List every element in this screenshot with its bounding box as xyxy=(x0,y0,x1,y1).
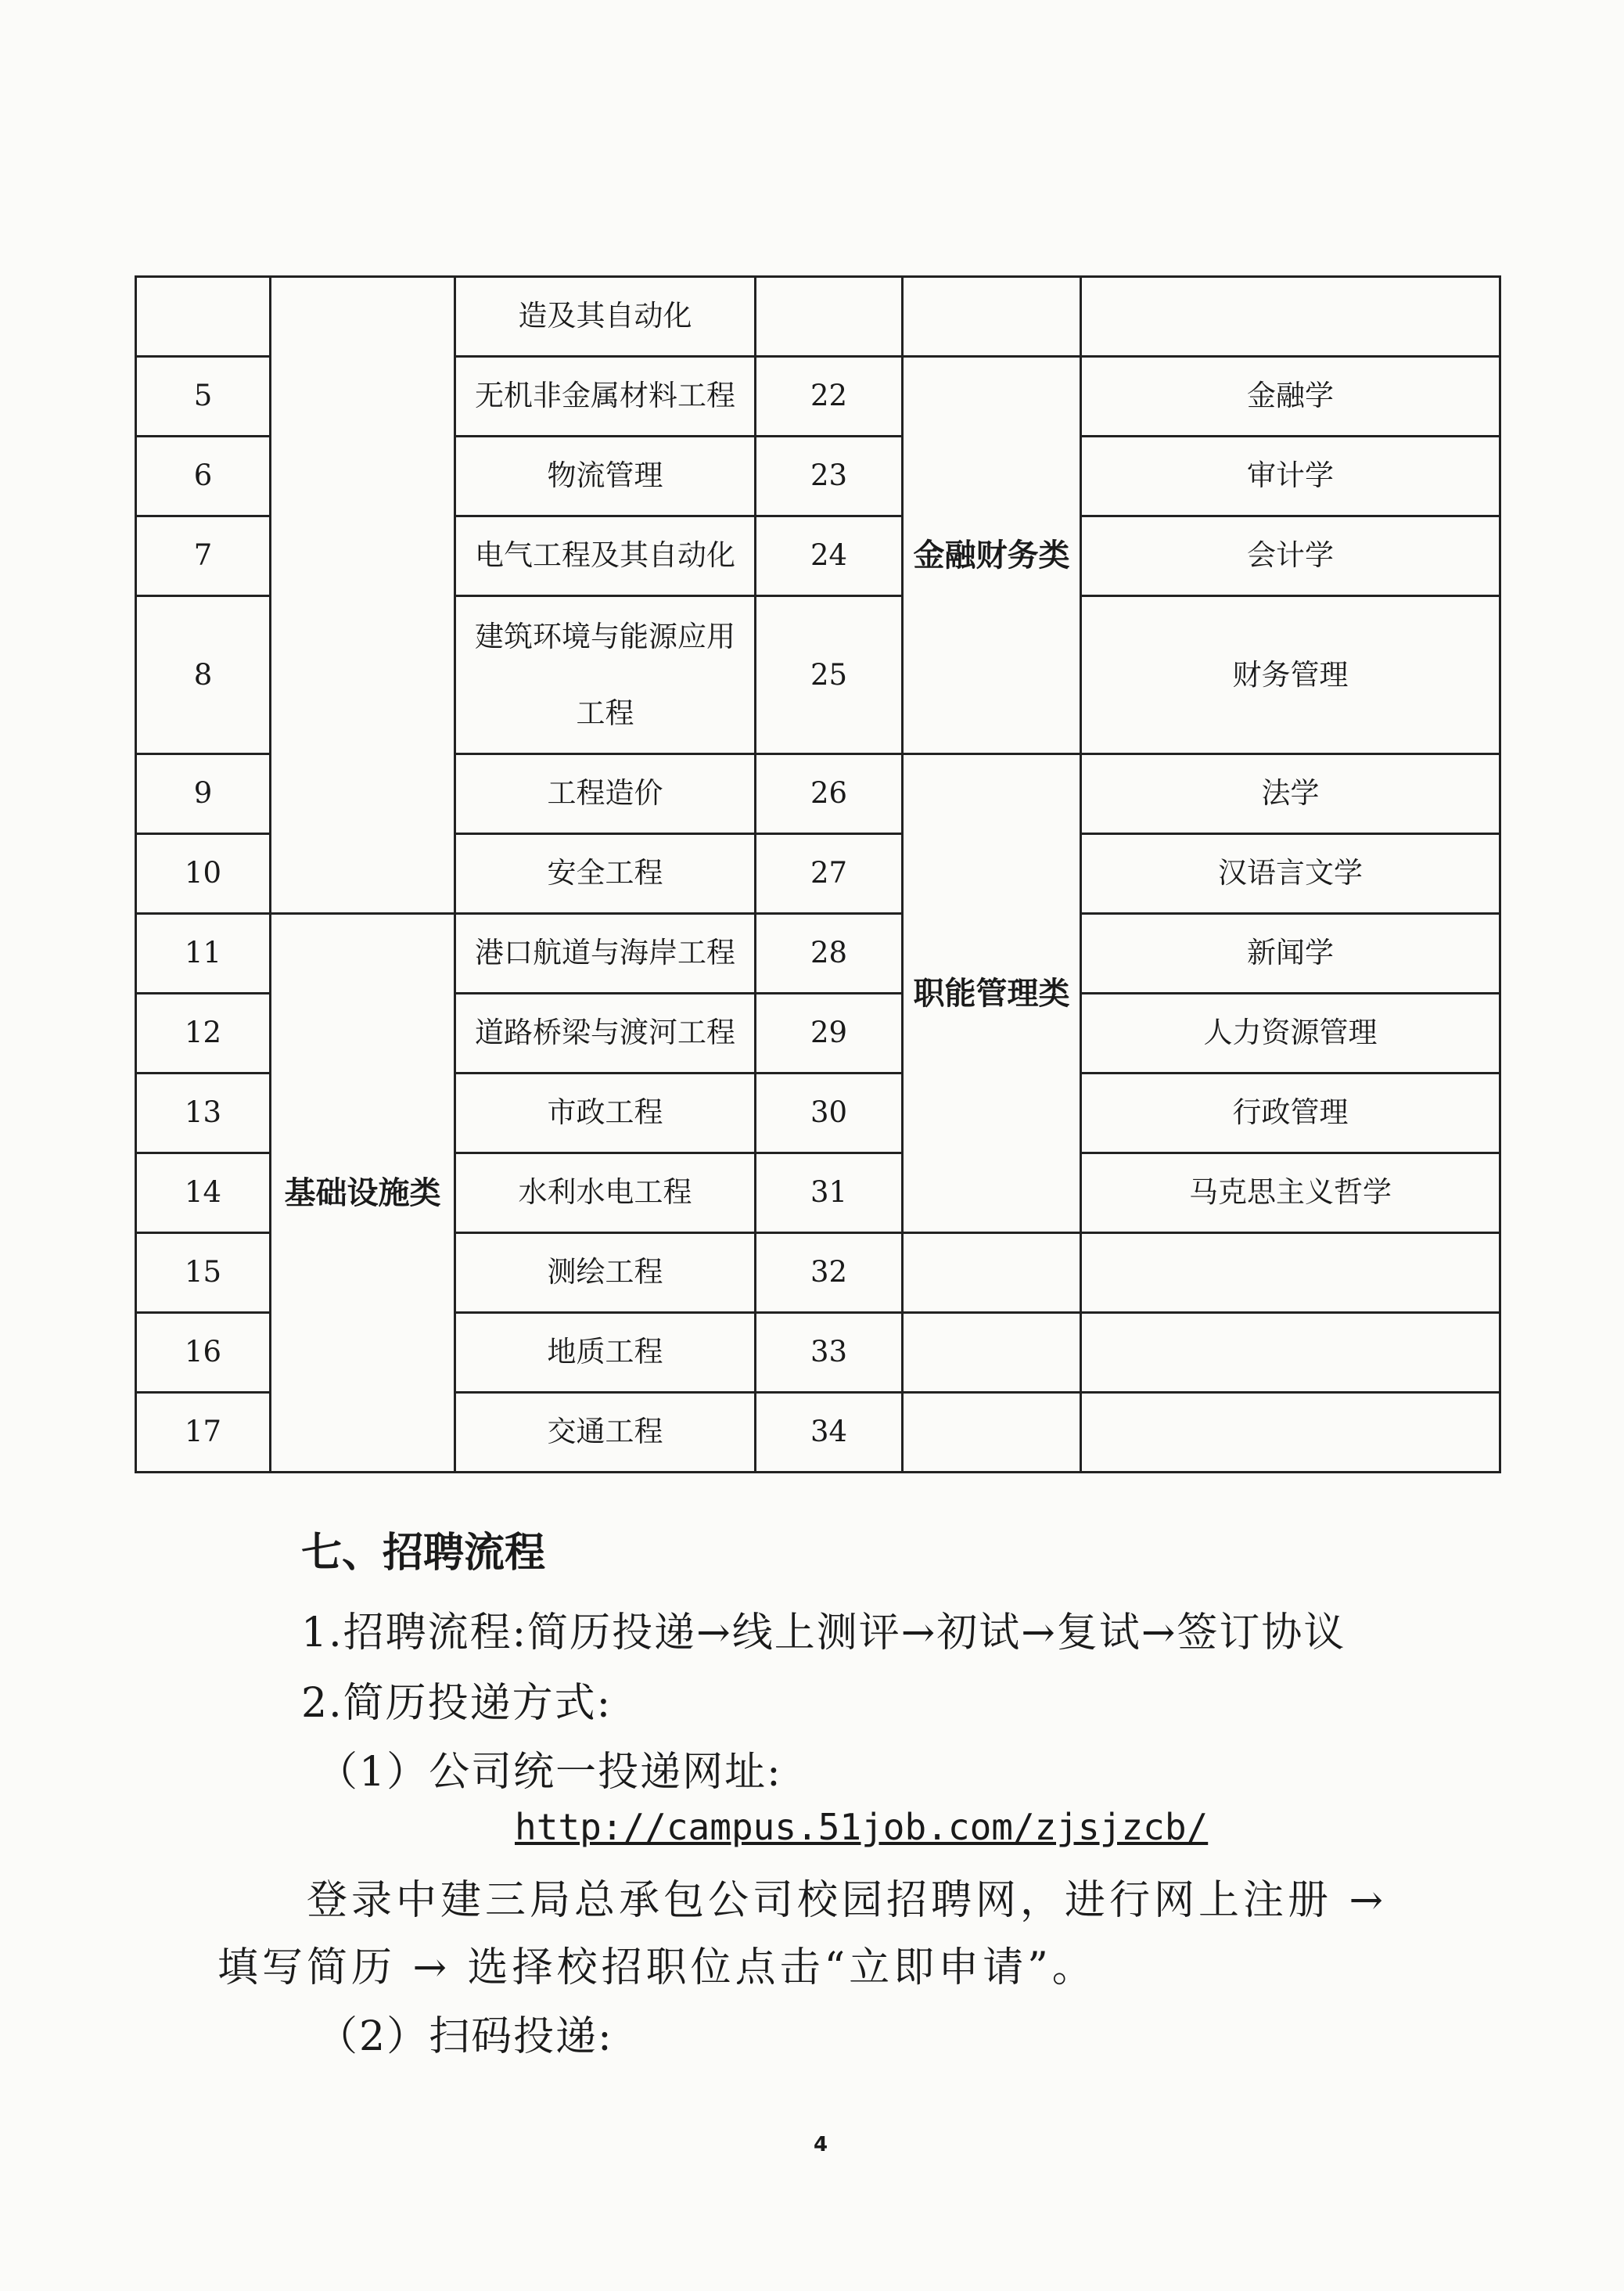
major-name: 市政工程 xyxy=(455,1074,756,1153)
major-name: 新闻学 xyxy=(1081,914,1500,994)
category-infrastructure: 基础设施类 xyxy=(271,914,455,1473)
table-row xyxy=(136,914,1500,994)
major-name: 建筑环境与能源应用工程 xyxy=(455,596,756,754)
major-name: 会计学 xyxy=(1081,516,1500,596)
major-name: 法学 xyxy=(1081,754,1500,834)
row-number: 15 xyxy=(136,1233,271,1313)
row-number: 33 xyxy=(756,1313,903,1393)
row-number: 16 xyxy=(136,1313,271,1393)
row-number: 31 xyxy=(756,1153,903,1233)
category-cell-empty xyxy=(903,1233,1081,1313)
major-name: 汉语言文学 xyxy=(1081,834,1500,914)
row-number: 13 xyxy=(136,1074,271,1153)
major-name: 测绘工程 xyxy=(455,1233,756,1313)
major-name: 交通工程 xyxy=(455,1393,756,1473)
major-name: 安全工程 xyxy=(455,834,756,914)
page-number: 4 xyxy=(814,2133,828,2156)
row-number: 23 xyxy=(756,437,903,516)
major-name: 工程造价 xyxy=(455,754,756,834)
section-heading: 七、招聘流程 xyxy=(301,1529,546,1577)
major-name: 金融学 xyxy=(1081,357,1500,437)
major-name: 港口航道与海岸工程 xyxy=(455,914,756,994)
row-number: 6 xyxy=(136,437,271,516)
row-number: 12 xyxy=(136,994,271,1074)
major-name: 电气工程及其自动化 xyxy=(455,516,756,596)
row-number: 22 xyxy=(756,357,903,437)
row-number: 11 xyxy=(136,914,271,994)
row-number xyxy=(136,277,271,357)
row-number: 34 xyxy=(756,1393,903,1473)
recruitment-flow: 1.招聘流程:简历投递→线上测评→初试→复试→签订协议 xyxy=(301,1609,1346,1656)
major-name: 审计学 xyxy=(1081,437,1500,516)
major-name xyxy=(1081,1313,1500,1393)
row-number: 25 xyxy=(756,596,903,754)
row-number: 29 xyxy=(756,994,903,1074)
major-name: 财务管理 xyxy=(1081,596,1500,754)
row-number: 26 xyxy=(756,754,903,834)
application-url-link[interactable]: http://campus.51job.com/zjsjzcb/ xyxy=(515,1806,1209,1848)
row-number: 32 xyxy=(756,1233,903,1313)
category-finance: 金融财务类 xyxy=(903,357,1081,754)
row-number: 24 xyxy=(756,516,903,596)
major-name: 道路桥梁与渡河工程 xyxy=(455,994,756,1074)
method-title: 2.简历投递方式: xyxy=(301,1680,613,1727)
row-number: 27 xyxy=(756,834,903,914)
option-1: （1）公司统一投递网址: xyxy=(317,1749,782,1796)
category-cell xyxy=(903,277,1081,357)
table-row xyxy=(136,277,1500,357)
instruction-line-1: 登录中建三局总承包公司校园招聘网，进行网上注册 → xyxy=(307,1877,1388,1924)
row-number: 17 xyxy=(136,1393,271,1473)
category-cell xyxy=(271,277,455,914)
row-number: 28 xyxy=(756,914,903,994)
major-name: 行政管理 xyxy=(1081,1074,1500,1153)
category-cell-empty xyxy=(903,1313,1081,1393)
row-number: 9 xyxy=(136,754,271,834)
category-functional: 职能管理类 xyxy=(903,754,1081,1233)
category-cell-empty xyxy=(903,1393,1081,1473)
major-name: 无机非金属材料工程 xyxy=(455,357,756,437)
major-name: 水利水电工程 xyxy=(455,1153,756,1233)
instruction-line-2: 填写简历 → 选择校招职位点击“立即申请”。 xyxy=(217,1944,1097,1991)
option-2: （2）扫码投递: xyxy=(317,2013,613,2060)
major-name xyxy=(1081,1233,1500,1313)
row-number: 5 xyxy=(136,357,271,437)
major-name: 物流管理 xyxy=(455,437,756,516)
major-name: 造及其自动化 xyxy=(455,277,756,357)
major-name: 马克思主义哲学 xyxy=(1081,1153,1500,1233)
row-number: 8 xyxy=(136,596,271,754)
major-table xyxy=(135,275,1501,1473)
major-name: 地质工程 xyxy=(455,1313,756,1393)
major-name xyxy=(1081,1393,1500,1473)
major-name: 人力资源管理 xyxy=(1081,994,1500,1074)
row-number: 7 xyxy=(136,516,271,596)
major-name xyxy=(1081,277,1500,357)
row-number xyxy=(756,277,903,357)
row-number: 14 xyxy=(136,1153,271,1233)
row-number: 10 xyxy=(136,834,271,914)
row-number: 30 xyxy=(756,1074,903,1153)
